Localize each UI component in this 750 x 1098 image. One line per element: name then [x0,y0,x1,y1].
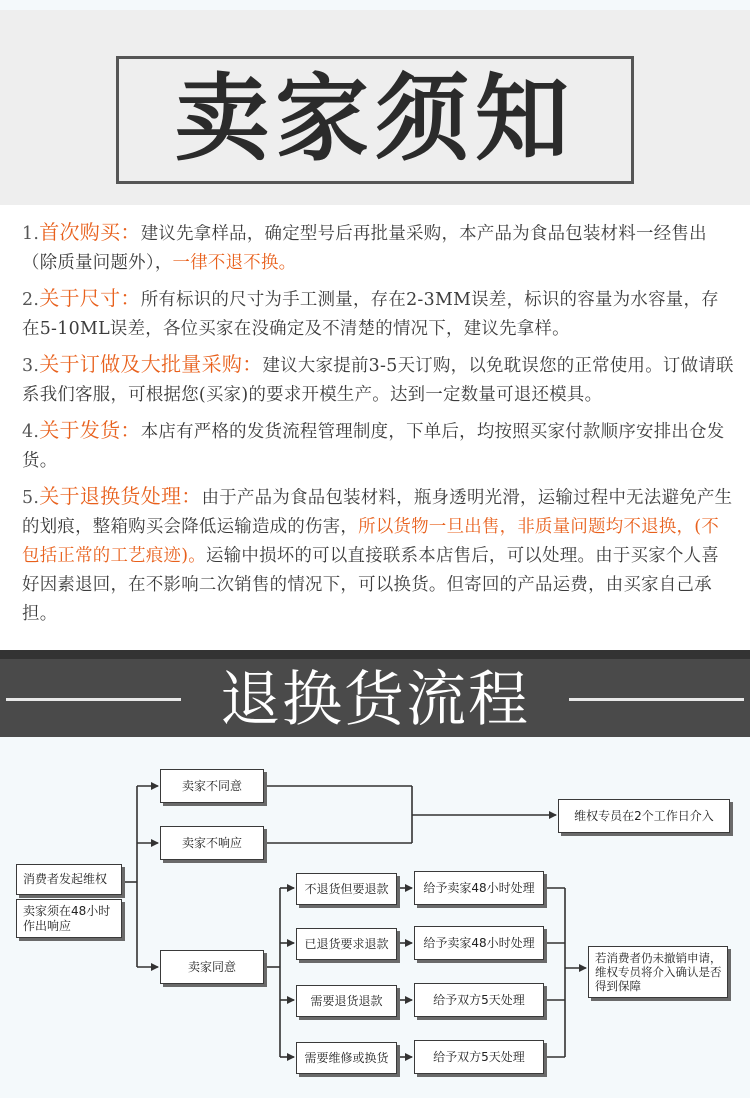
notice-item-custom-order [22,350,734,410]
flow-option-return-refund: 需要退货退款 [296,985,397,1017]
item-heading: 关于退换货处理： [39,484,202,508]
flow-seller-disagree: 卖家不同意 [160,769,264,803]
process-title: 退换货流程 [220,665,530,735]
flow-option-refund-only: 不退货但要退款 [296,873,397,905]
item-heading: 关于发货： [39,418,141,442]
top-strip [0,0,750,10]
item-highlight: 所以货物一旦出售，非质量问题均不退换，(不包括正常的工艺痕迹)。 [22,517,720,566]
flow-start-seller-48h: 卖家须在48小时作出响应 [16,899,122,938]
banner-rule-left [6,698,181,701]
flow-result-both-5d-2: 给予双方5天处理 [414,1040,544,1074]
item-number: 5. [22,488,40,508]
notice-item-shipping [22,416,734,476]
flow-intervene: 维权专员在2个工作日介入 [558,799,730,833]
item-text: 所有标识的尺寸为手工测量，存在2-3MM误差，标识的容量为水容量，存在5-10ML误差，各位买家在没确定及不清楚的情况下，建议先拿样。 [22,290,719,339]
flow-start-consumer: 消费者发起维权 [16,864,122,895]
item-text: 建议先拿样品，确定型号后再批量采购，本产品为食品包装材料一经售出（除质量问题外）， [22,224,707,273]
title-frame [116,56,634,184]
flow-option-repair-exchange: 需要维修或换货 [296,1042,397,1074]
flow-result-seller-48h-1: 给予卖家48小时处理 [414,871,544,905]
notice-item-first-purchase [22,218,734,278]
item-text: 建议大家提前3-5天订购，以免耽误您的正常使用。订做请联系我们客服，可根据您(买家)的要求开模生产。达到一定数量可退还模具。 [22,356,734,405]
flow-result-both-5d-1: 给予双方5天处理 [414,983,544,1017]
item-text: 由于产品为食品包装材料，瓶身透明光滑，运输过程中无法避免产生的划痕，整箱购买会降低运输造成的伤害， [22,488,733,537]
flow-seller-agree: 卖家同意 [160,950,264,984]
item-number: 2. [22,290,40,310]
notice-section [22,218,734,635]
item-number: 4. [22,422,40,442]
notice-item-returns [22,482,734,629]
item-number: 1. [22,224,40,244]
flow-final-guarantee: 若消费者仍未撤销申请，维权专员将介入确认是否得到保障 [588,946,728,998]
flow-result-seller-48h-2: 给予卖家48小时处理 [414,926,544,960]
page-title: 卖家须知 [174,65,575,174]
item-heading: 关于尺寸： [39,286,141,310]
item-text-after: 运输中损坏的可以直接联系本店售后，可以处理。由于买家个人喜好因素退回，在不影响二次销售的情况下，可以换货。但寄回的产品运费，由买家自己承担。 [22,546,720,624]
item-number: 3. [22,356,40,376]
item-text: 本店有严格的发货流程管理制度，下单后，均按照买家付款顺序安排出仓发货。 [22,422,725,471]
item-highlight: 一律不退不换。 [172,253,297,273]
item-heading: 关于订做及大批量采购： [39,352,263,376]
notice-item-size [22,284,734,344]
item-heading: 首次购买： [39,220,141,244]
flow-option-returned-refund: 已退货要求退款 [296,928,397,960]
flow-seller-no-response: 卖家不响应 [160,826,264,860]
banner-rule-right [569,698,744,701]
